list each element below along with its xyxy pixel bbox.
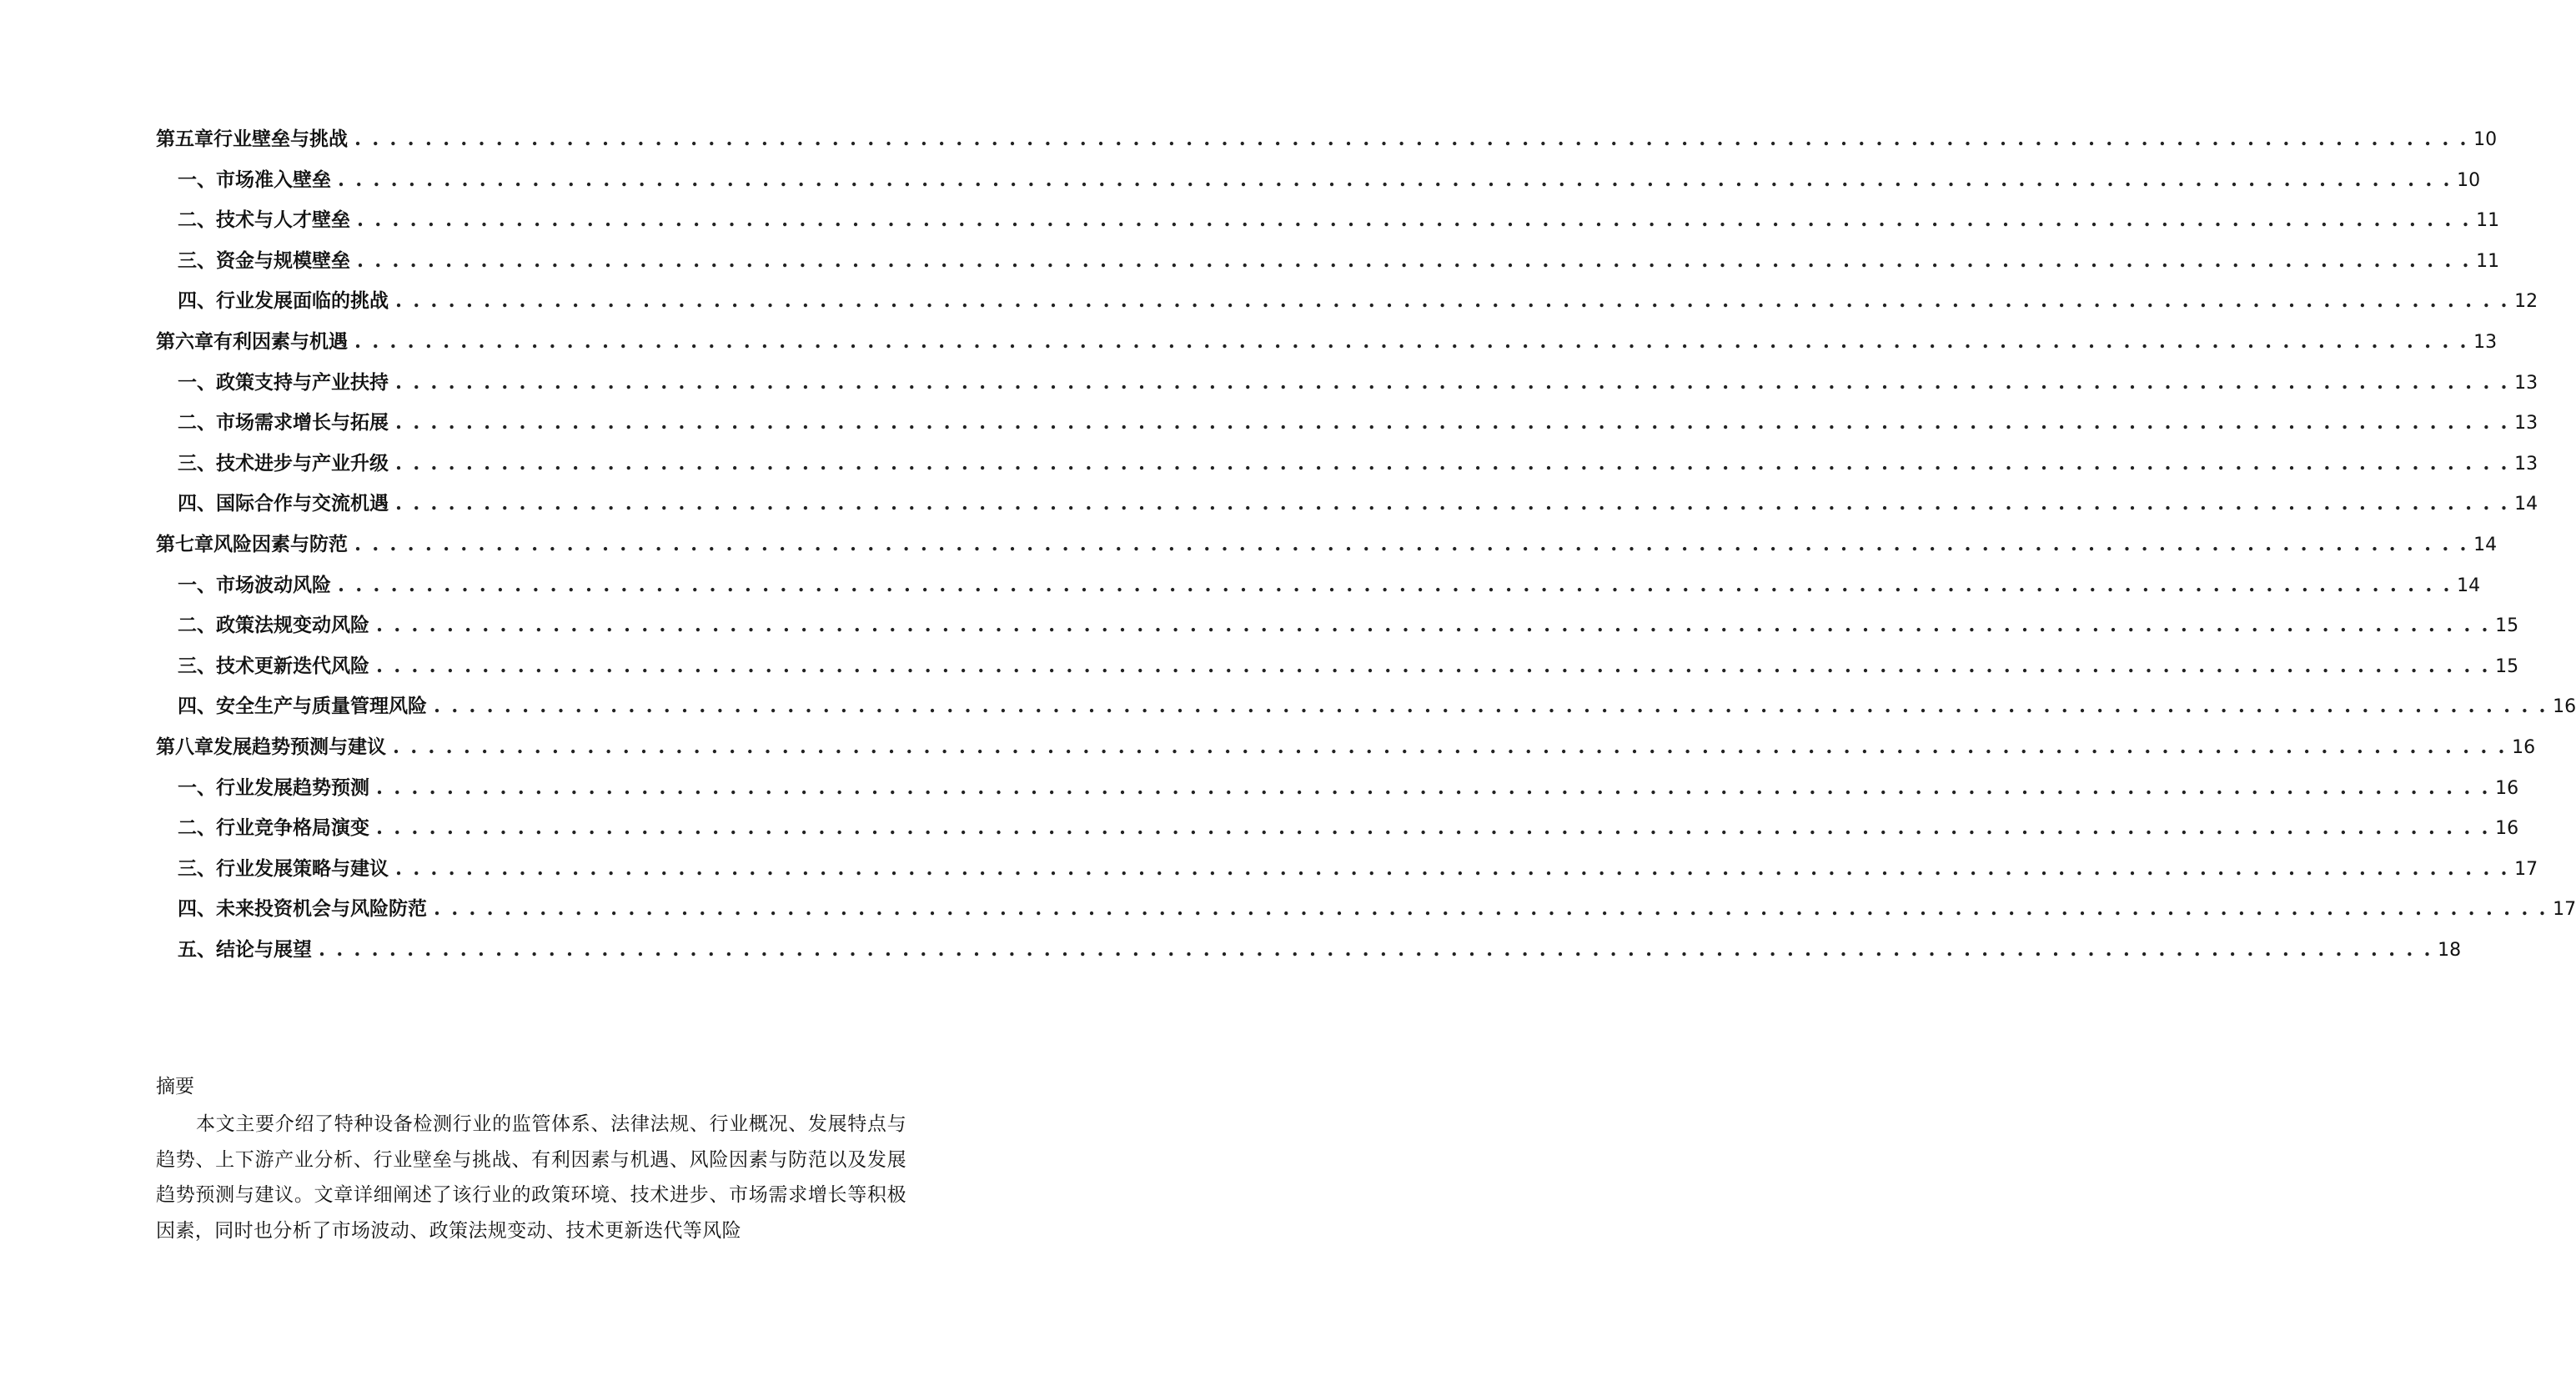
toc-dot-leader: . . . . . . . . . . . . . . . . . . . . . . . . . . . . . . . . . . . . . . . . . . . . . . . . . . . . . . . . . . . . . . . . . . . . . . . . . . . . . . . . . . . . . . . . . . . . . . . . . . . . . . . . . . . . . . . . . . . . . . . . — [338, 573, 2453, 596]
abstract-section — [156, 1070, 906, 1248]
toc-dot-leader: . . . . . . . . . . . . . . . . . . . . . . . . . . . . . . . . . . . . . . . . . . . . . . . . . . . . . . . . . . . . . . . . . . . . . . . . . . . . . . . . . . . . . . . . . . . . . . . . . . . . . . . . . . . . . . . . . . . . . . . . — [395, 411, 2510, 434]
toc-page-number: 15 — [2495, 655, 2519, 677]
toc-dot-leader: . . . . . . . . . . . . . . . . . . . . . . . . . . . . . . . . . . . . . . . . . . . . . . . . . . . . . . . . . . . . . . . . . . . . . . . . . . . . . . . . . . . . . . . . . . . . . . . . . . . . . . . . . . . . . . . . . . . . . . . . — [376, 816, 2491, 840]
toc-page-number: 15 — [2495, 615, 2519, 637]
toc-dot-leader: . . . . . . . . . . . . . . . . . . . . . . . . . . . . . . . . . . . . . . . . . . . . . . . . . . . . . . . . . . . . . . . . . . . . . . . . . . . . . . . . . . . . . . . . . . . . . . . . . . . . . . . . . . . . . . . . . . . . . . . . — [376, 776, 2491, 799]
toc-entry-title: 行业壁垒与挑战 — [213, 128, 348, 150]
toc-chapter-entry[interactable] — [156, 727, 2536, 768]
toc-entry-title: 行业发展策略与建议 — [216, 856, 389, 880]
toc-section-entry[interactable] — [156, 646, 2519, 687]
toc-entry-title: 政策支持与产业扶持 — [216, 370, 389, 394]
toc-entry-title: 发展趋势预测与建议 — [213, 735, 386, 758]
toc-entry-title: 风险因素与防范 — [213, 532, 348, 555]
toc-entry-title: 行业发展面临的挑战 — [216, 289, 389, 313]
toc-dot-leader: . . . . . . . . . . . . . . . . . . . . . . . . . . . . . . . . . . . . . . . . . . . . . . . . . . . . . . . . . . . . . . . . . . . . . . . . . . . . . . . . . . . . . . . . . . . . . . . . . . . . . . . . . . . . . . . . . . . . . . . . — [395, 370, 2510, 394]
abstract-body: 本文主要介绍了特种设备检测行业的监管体系、法律法规、行业概况、发展特点与趋势、上下游产业分析、行业壁垒与挑战、有利因素与机遇、风险因素与防范以及发展趋势预测与建议。文章详细阐述了该行业的政策环境、技术进步、市场需求增长等积极因素，同时也分析了市场波动、政策法规变动、技术更新迭代等风险 — [156, 1113, 906, 1242]
toc-page-number: 16 — [2512, 736, 2536, 758]
toc-dot-leader: . . . . . . . . . . . . . . . . . . . . . . . . . . . . . . . . . . . . . . . . . . . . . . . . . . . . . . . . . . . . . . . . . . . . . . . . . . . . . . . . . . . . . . . . . . . . . . . . . . . . . . . . . . . . . . . . . . . . . . . . — [376, 654, 2491, 677]
toc-entry-title: 技术与人才壁垒 — [216, 208, 350, 232]
toc-chapter-entry[interactable] — [156, 119, 2498, 160]
toc-entry-number: 第五章 — [156, 128, 213, 150]
toc-dot-leader: . . . . . . . . . . . . . . . . . . . . . . . . . . . . . . . . . . . . . . . . . . . . . . . . . . . . . . . . . . . . . . . . . . . . . . . . . . . . . . . . . . . . . . . . . . . . . . . . . . . . . . . . . . . . . . . . . . . . . . . . — [395, 289, 2510, 313]
toc-page-number: 18 — [2438, 939, 2462, 961]
toc-page-number: 16 — [2553, 696, 2576, 718]
toc-section-entry[interactable] — [156, 889, 2576, 930]
toc-entry-number: 四、 — [178, 695, 216, 718]
toc-dot-leader: . . . . . . . . . . . . . . . . . . . . . . . . . . . . . . . . . . . . . . . . . . . . . . . . . . . . . . . . . . . . . . . . . . . . . . . . . . . . . . . . . . . . . . . . . . . . . . . . . . . . . . . . . . . . . . . . . . . . . . . . — [395, 492, 2510, 515]
toc-section-entry[interactable] — [156, 281, 2538, 322]
toc-entry-number: 三、 — [178, 654, 216, 677]
toc-entry-number: 二、 — [178, 614, 216, 637]
toc-page-number: 10 — [2473, 129, 2498, 150]
toc-page-number: 12 — [2514, 291, 2538, 313]
toc-page-number: 13 — [2514, 372, 2538, 394]
toc-page-number: 17 — [2553, 899, 2576, 921]
toc-entry-title: 市场准入壁垒 — [216, 168, 331, 191]
toc-entry-number: 三、 — [178, 856, 216, 880]
toc-dot-leader: . . . . . . . . . . . . . . . . . . . . . . . . . . . . . . . . . . . . . . . . . . . . . . . . . . . . . . . . . . . . . . . . . . . . . . . . . . . . . . . . . . . . . . . . . . . . . . . . . . . . . . . . . . . . . . . . . . . . . . . . — [354, 329, 2469, 353]
toc-entry-number: 三、 — [178, 249, 216, 272]
toc-entry-title: 市场需求增长与拓展 — [216, 411, 389, 434]
toc-entry-number: 四、 — [178, 492, 216, 515]
toc-page-number: 14 — [2457, 575, 2481, 596]
toc-entry-number: 二、 — [178, 411, 216, 434]
toc-dot-leader: . . . . . . . . . . . . . . . . . . . . . . . . . . . . . . . . . . . . . . . . . . . . . . . . . . . . . . . . . . . . . . . . . . . . . . . . . . . . . . . . . . . . . . . . . . . . . . . . . . . . . . . . . . . . . . . . . . . . . . . . — [434, 695, 2548, 718]
toc-page-number: 17 — [2514, 858, 2538, 880]
toc-page-number: 11 — [2476, 250, 2500, 272]
abstract-heading: 摘要 — [156, 1076, 194, 1097]
toc-dot-leader: . . . . . . . . . . . . . . . . . . . . . . . . . . . . . . . . . . . . . . . . . . . . . . . . . . . . . . . . . . . . . . . . . . . . . . . . . . . . . . . . . . . . . . . . . . . . . . . . . . . . . . . . . . . . . . . . . . . . . . . . — [393, 735, 2508, 758]
toc-dot-leader: . . . . . . . . . . . . . . . . . . . . . . . . . . . . . . . . . . . . . . . . . . . . . . . . . . . . . . . . . . . . . . . . . . . . . . . . . . . . . . . . . . . . . . . . . . . . . . . . . . . . . . . . . . . . . . . . . . . . . . . . — [319, 937, 2433, 961]
toc-dot-leader: . . . . . . . . . . . . . . . . . . . . . . . . . . . . . . . . . . . . . . . . . . . . . . . . . . . . . . . . . . . . . . . . . . . . . . . . . . . . . . . . . . . . . . . . . . . . . . . . . . . . . . . . . . . . . . . . . . . . . . . . — [338, 168, 2453, 191]
toc-entry-number: 五、 — [178, 937, 216, 961]
toc-entry-number: 一、 — [178, 168, 216, 191]
toc-dot-leader: . . . . . . . . . . . . . . . . . . . . . . . . . . . . . . . . . . . . . . . . . . . . . . . . . . . . . . . . . . . . . . . . . . . . . . . . . . . . . . . . . . . . . . . . . . . . . . . . . . . . . . . . . . . . . . . . . . . . . . . . — [376, 614, 2491, 637]
toc-entry-number: 二、 — [178, 208, 216, 232]
toc-entry-title: 安全生产与质量管理风险 — [216, 695, 427, 718]
toc-page-number: 14 — [2473, 534, 2498, 555]
toc-section-entry[interactable] — [156, 160, 2481, 201]
toc-section-entry[interactable] — [156, 241, 2500, 282]
toc-page-number: 14 — [2514, 494, 2538, 515]
toc-entry-title: 政策法规变动风险 — [216, 614, 369, 637]
toc-entry-title: 行业竞争格局演变 — [216, 816, 369, 840]
toc-entry-number: 第六章 — [156, 329, 213, 353]
toc-section-entry[interactable] — [156, 484, 2538, 525]
toc-section-entry[interactable] — [156, 200, 2500, 241]
toc-chapter-entry[interactable] — [156, 525, 2498, 565]
toc-dot-leader: . . . . . . . . . . . . . . . . . . . . . . . . . . . . . . . . . . . . . . . . . . . . . . . . . . . . . . . . . . . . . . . . . . . . . . . . . . . . . . . . . . . . . . . . . . . . . . . . . . . . . . . . . . . . . . . . . . . . . . . . — [395, 451, 2510, 475]
toc-section-entry[interactable] — [156, 565, 2481, 606]
toc-section-entry[interactable] — [156, 444, 2538, 485]
toc-dot-leader: . . . . . . . . . . . . . . . . . . . . . . . . . . . . . . . . . . . . . . . . . . . . . . . . . . . . . . . . . . . . . . . . . . . . . . . . . . . . . . . . . . . . . . . . . . . . . . . . . . . . . . . . . . . . . . . . . . . . . . . . — [395, 856, 2510, 880]
toc-entry-number: 四、 — [178, 289, 216, 313]
toc-section-entry[interactable] — [156, 686, 2576, 727]
toc-dot-leader: . . . . . . . . . . . . . . . . . . . . . . . . . . . . . . . . . . . . . . . . . . . . . . . . . . . . . . . . . . . . . . . . . . . . . . . . . . . . . . . . . . . . . . . . . . . . . . . . . . . . . . . . . . . . . . . . . . . . . . . . — [354, 532, 2469, 555]
toc-entry-number: 四、 — [178, 897, 216, 921]
toc-entry-title: 市场波动风险 — [216, 573, 331, 596]
toc-entry-title: 技术进步与产业升级 — [216, 451, 389, 475]
toc-page-number: 13 — [2473, 331, 2498, 353]
toc-chapter-entry[interactable] — [156, 322, 2498, 363]
toc-entry-number: 一、 — [178, 776, 216, 799]
toc-page-number: 16 — [2495, 818, 2519, 840]
toc-entry-title: 未来投资机会与风险防范 — [216, 897, 427, 921]
toc-dot-leader: . . . . . . . . . . . . . . . . . . . . . . . . . . . . . . . . . . . . . . . . . . . . . . . . . . . . . . . . . . . . . . . . . . . . . . . . . . . . . . . . . . . . . . . . . . . . . . . . . . . . . . . . . . . . . . . . . . . . . . . . — [357, 249, 2472, 272]
toc-page-number: 13 — [2514, 453, 2538, 475]
toc-section-entry[interactable] — [156, 930, 2462, 971]
toc-dot-leader: . . . . . . . . . . . . . . . . . . . . . . . . . . . . . . . . . . . . . . . . . . . . . . . . . . . . . . . . . . . . . . . . . . . . . . . . . . . . . . . . . . . . . . . . . . . . . . . . . . . . . . . . . . . . . . . . . . . . . . . . — [434, 897, 2548, 921]
toc-dot-leader: . . . . . . . . . . . . . . . . . . . . . . . . . . . . . . . . . . . . . . . . . . . . . . . . . . . . . . . . . . . . . . . . . . . . . . . . . . . . . . . . . . . . . . . . . . . . . . . . . . . . . . . . . . . . . . . . . . . . . . . . — [357, 208, 2472, 232]
toc-section-entry[interactable] — [156, 768, 2519, 809]
toc-entry-title: 结论与展望 — [216, 937, 312, 961]
toc-entry-number: 一、 — [178, 573, 216, 596]
table-of-contents — [156, 119, 2576, 970]
toc-section-entry[interactable] — [156, 363, 2538, 404]
toc-section-entry[interactable] — [156, 808, 2519, 849]
toc-entry-title: 有利因素与机遇 — [213, 329, 348, 353]
toc-dot-leader: . . . . . . . . . . . . . . . . . . . . . . . . . . . . . . . . . . . . . . . . . . . . . . . . . . . . . . . . . . . . . . . . . . . . . . . . . . . . . . . . . . . . . . . . . . . . . . . . . . . . . . . . . . . . . . . . . . . . . . . . — [354, 128, 2469, 150]
toc-entry-title: 技术更新迭代风险 — [216, 654, 369, 677]
toc-entry-number: 第八章 — [156, 735, 213, 758]
toc-entry-number: 一、 — [178, 370, 216, 394]
toc-entry-title: 行业发展趋势预测 — [216, 776, 369, 799]
toc-entry-title: 资金与规模壁垒 — [216, 249, 350, 272]
toc-page-number: 11 — [2476, 210, 2500, 232]
toc-section-entry[interactable] — [156, 403, 2538, 444]
toc-section-entry[interactable] — [156, 849, 2538, 890]
toc-page-number: 13 — [2514, 413, 2538, 434]
toc-entry-number: 三、 — [178, 451, 216, 475]
toc-entry-number: 二、 — [178, 816, 216, 840]
toc-page-number: 10 — [2457, 169, 2481, 191]
toc-entry-title: 国际合作与交流机遇 — [216, 492, 389, 515]
toc-entry-number: 第七章 — [156, 532, 213, 555]
toc-section-entry[interactable] — [156, 605, 2519, 646]
toc-page-number: 16 — [2495, 777, 2519, 799]
